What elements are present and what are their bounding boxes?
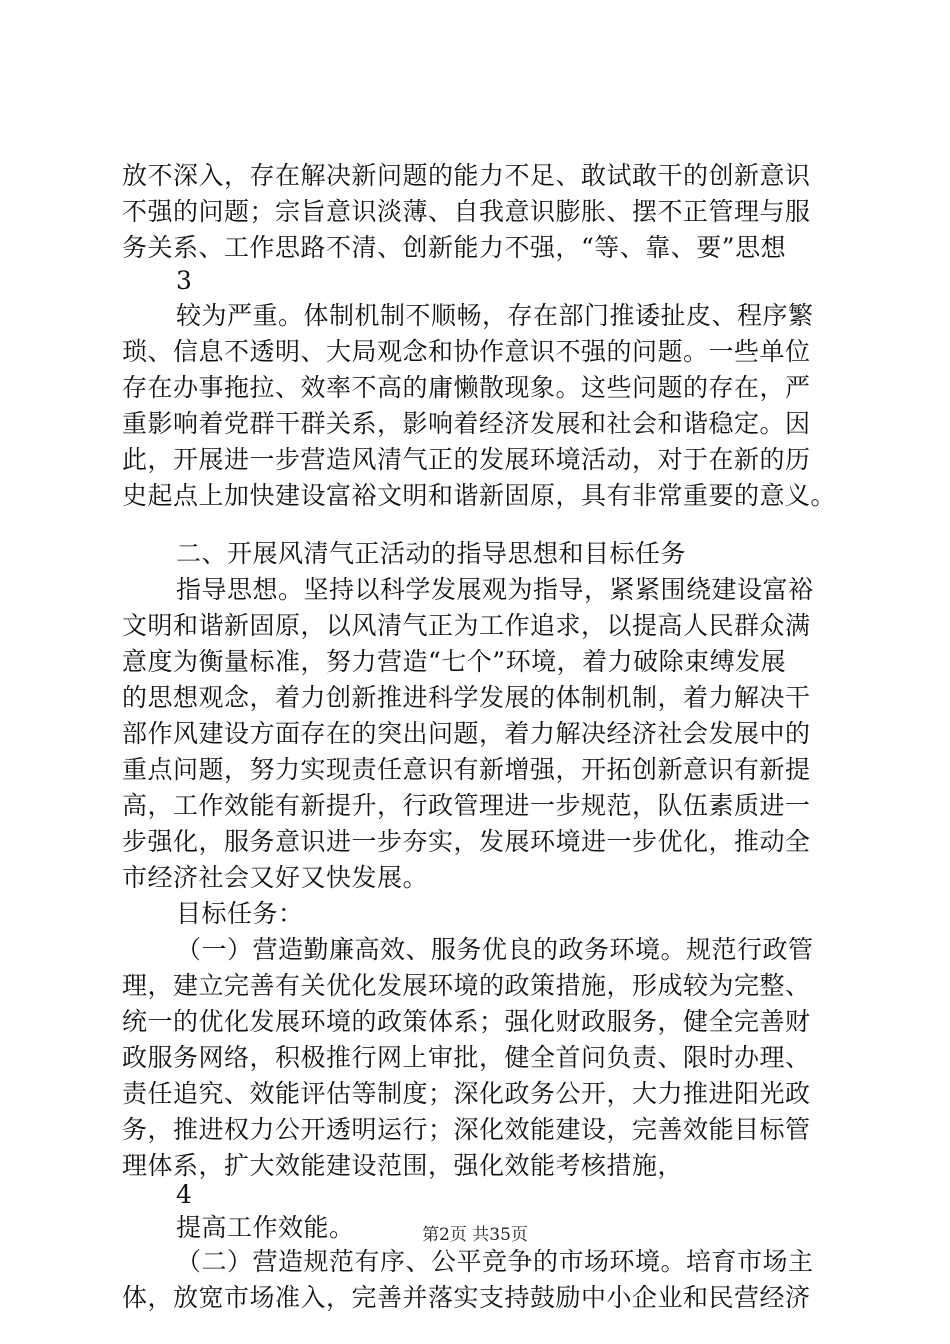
- text-line: 政服务网络，积极推行网上审批，健全首问负责、限时办理、: [122, 1043, 811, 1072]
- text-line: 理，建立完善有关优化发展环境的政策措施，形成较为完整、: [122, 971, 811, 1000]
- text-line: 提高工作效能。: [176, 1213, 355, 1242]
- page-footer: 第2页 共35页: [422, 1225, 528, 1245]
- text-line: 此，开展进一步营造风清气正的发展环境活动，对于在新的历: [122, 445, 811, 474]
- text-line: 责任追究、效能评估等制度；深化政务公开，大力推进阳光政: [122, 1079, 811, 1108]
- text-line: 务关系、工作思路不清、创新能力不强，“等、靠、要”思想: [122, 233, 787, 262]
- text-line: 的思想观念，着力创新推进科学发展的体制机制，着力解决干: [122, 683, 811, 712]
- text-line: 步强化，服务意识进一步夯实，发展环境进一步优化，推动全: [122, 827, 811, 856]
- text-line: 文明和谐新固原，以风清气正为工作追求，以提高人民群众满: [122, 611, 811, 640]
- text-line: 目标任务：: [176, 899, 304, 928]
- text-line: 史起点上加快建设富裕文明和谐新固原，具有非常重要的意义。: [122, 481, 837, 510]
- text-line: 体，放宽市场准入，完善并落实支持鼓励中小企业和民营经济: [122, 1283, 811, 1312]
- text-line: 存在办事拖拉、效率不高的庸懒散现象。这些问题的存在，严: [122, 373, 811, 402]
- text-line: 重影响着党群干群关系，影响着经济发展和社会和谐稳定。因: [122, 409, 811, 438]
- text-line: 统一的优化发展环境的政策体系；强化财政服务，健全完善财: [122, 1007, 811, 1036]
- text-line: 理体系，扩大效能建设范围，强化效能考核措施，: [122, 1151, 684, 1180]
- text-line: 琐、信息不透明、大局观念和协作意识不强的问题。一些单位: [122, 337, 811, 366]
- text-line: 不强的问题；宗旨意识淡薄、自我意识膨胀、摆不正管理与服: [122, 197, 811, 226]
- section-heading: 二、开展风清气正活动的指导思想和目标任务: [176, 539, 687, 568]
- text-line: 指导思想。坚持以科学发展观为指导，紧紧围绕建设富裕: [176, 575, 814, 604]
- text-line: 较为严重。体制机制不顺畅，存在部门推诿扯皮、程序繁: [176, 301, 814, 330]
- text-line: 务，推进权力公开透明运行；深化效能建设，完善效能目标管: [122, 1115, 811, 1144]
- text-line: 意度为衡量标准，努力营造“七个”环境，着力破除束缚发展: [122, 647, 787, 676]
- text-line: 高，工作效能有新提升，行政管理进一步规范，队伍素质进一: [122, 791, 811, 820]
- text-line: 市经济社会又好又快发展。: [122, 863, 429, 892]
- text-line: （二）营造规范有序、公平竞争的市场环境。培育市场主: [176, 1247, 814, 1276]
- text-line: 部作风建设方面存在的突出问题，着力解决经济社会发展中的: [122, 719, 811, 748]
- page-number-marker: 3: [176, 266, 192, 295]
- text-line: 重点问题，努力实现责任意识有新增强，开拓创新意识有新提: [122, 755, 811, 784]
- text-line: 放不深入，存在解决新问题的能力不足、敢试敢干的创新意识: [122, 161, 811, 190]
- page-number-marker: 4: [176, 1180, 192, 1209]
- text-line: （一）营造勤廉高效、服务优良的政务环境。规范行政管: [176, 935, 814, 964]
